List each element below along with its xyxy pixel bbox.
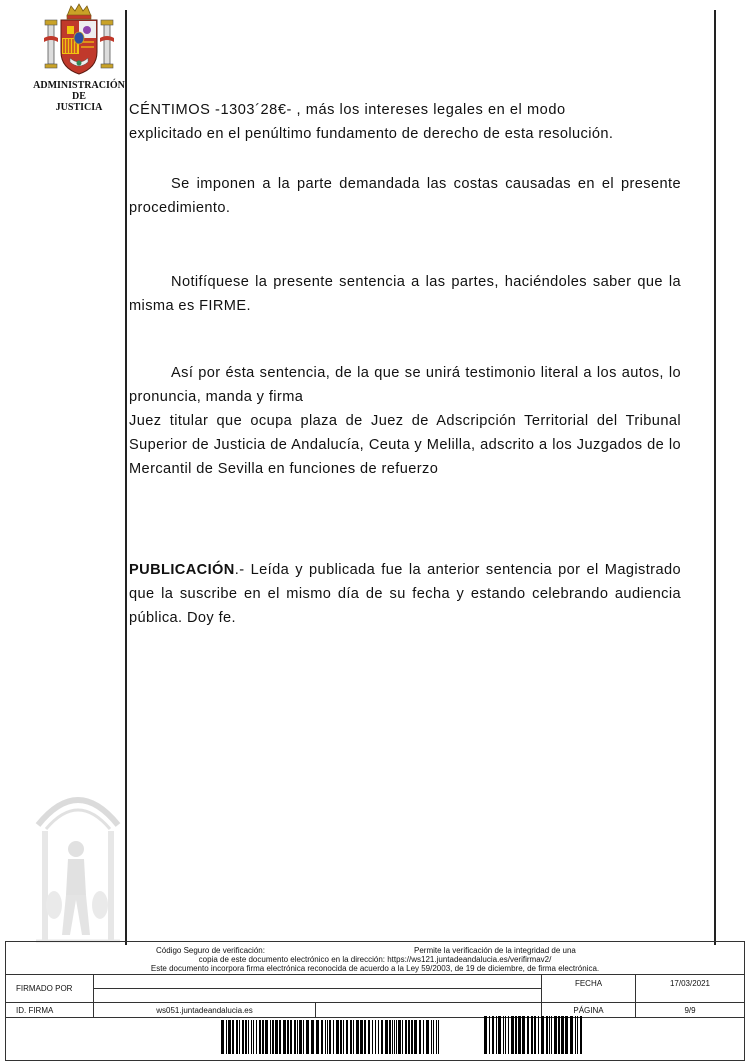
paragraph-signature-text: Así por ésta sentencia, de la que se unirá testimonio literal a los autos, lo pronuncia, manda y firma	[129, 365, 681, 405]
signed-by-label: FIRMADO POR	[6, 975, 94, 1002]
signed-by-row	[6, 975, 744, 1003]
date-label: FECHA	[542, 975, 636, 1002]
paragraph-signature	[129, 361, 681, 481]
coat-of-arms-icon	[40, 2, 118, 78]
paragraph-notification-text: Notifíquese la presente sentencia a las partes, haciéndoles saber que la misma es FIRME.	[129, 274, 681, 314]
paragraph-publication	[129, 558, 681, 630]
verification-barcode-left	[221, 1020, 440, 1054]
date-value: 17/03/2021	[669, 979, 711, 988]
paragraph-judge-text: Juez titular que ocupa plaza de Juez de Adscripción Territorial del Tribunal Superior de Justicia de Andalucía, Ceuta y Melilla, adscrito a los Juzgados de lo Mercantil de Sevilla en funciones de refuerzo	[129, 413, 681, 477]
signature-id-value: ws051.juntadeandalucia.es	[94, 1003, 316, 1017]
paragraph-notification	[129, 270, 681, 318]
paragraph-amount	[129, 98, 681, 146]
signed-by-value-cell	[94, 975, 542, 1002]
paragraph-amount-line-1: CÉNTIMOS -1303´28€- , más los intereses legales en el modo	[129, 102, 566, 118]
csv-label: Código Seguro de verificación:	[156, 946, 265, 955]
page-label: PÁGINA	[542, 1003, 636, 1017]
signature-id-extra	[316, 1003, 542, 1017]
page-value: 9/9	[684, 1005, 696, 1015]
verification-header	[6, 942, 744, 975]
publication-heading: PUBLICACIÓN	[129, 562, 235, 578]
paragraph-costs	[129, 172, 681, 220]
signed-by-value	[94, 989, 541, 1002]
law-text: Este documento incorpora firma electrónica reconocida de acuerdo a la Ley 59/2003, de 19 de diciembre, de firma electrónica.	[150, 964, 600, 973]
publication-body: .- Leída y publicada fue la anterior sentencia por el Magistrado que la suscribe en el mismo día de su fecha y estando celebrando audiencia pública. Doy fe.	[129, 562, 681, 626]
paragraph-costs-text: Se imponen a la parte demandada las costas causadas en el presente procedimiento.	[129, 176, 681, 216]
paragraph-amount-line-2: explicitado en el penúltimo fundamento de derecho de esta resolución.	[129, 126, 614, 142]
verification-footer	[5, 941, 745, 1061]
verification-barcode-right	[484, 1016, 584, 1054]
right-margin-rule	[714, 10, 716, 945]
org-line-2: DE	[72, 91, 86, 102]
junta-andalucia-watermark-icon	[32, 785, 124, 945]
left-margin-rule	[125, 10, 127, 945]
org-line-3: JUSTICIA	[55, 102, 103, 113]
verify-text: Permite la verificación de la integridad de una	[414, 946, 576, 955]
copy-text: copia de este documento electrónico en la dirección: https://ws121.juntadeandalucia.es/verifirmav2/	[198, 955, 552, 964]
paragraph-publication-text	[129, 558, 681, 630]
org-line-1: ADMINISTRACIÓN	[33, 80, 125, 91]
signature-id-row	[6, 1003, 744, 1018]
organization-name	[20, 80, 138, 113]
signature-id-label: ID. FIRMA	[6, 1003, 94, 1017]
